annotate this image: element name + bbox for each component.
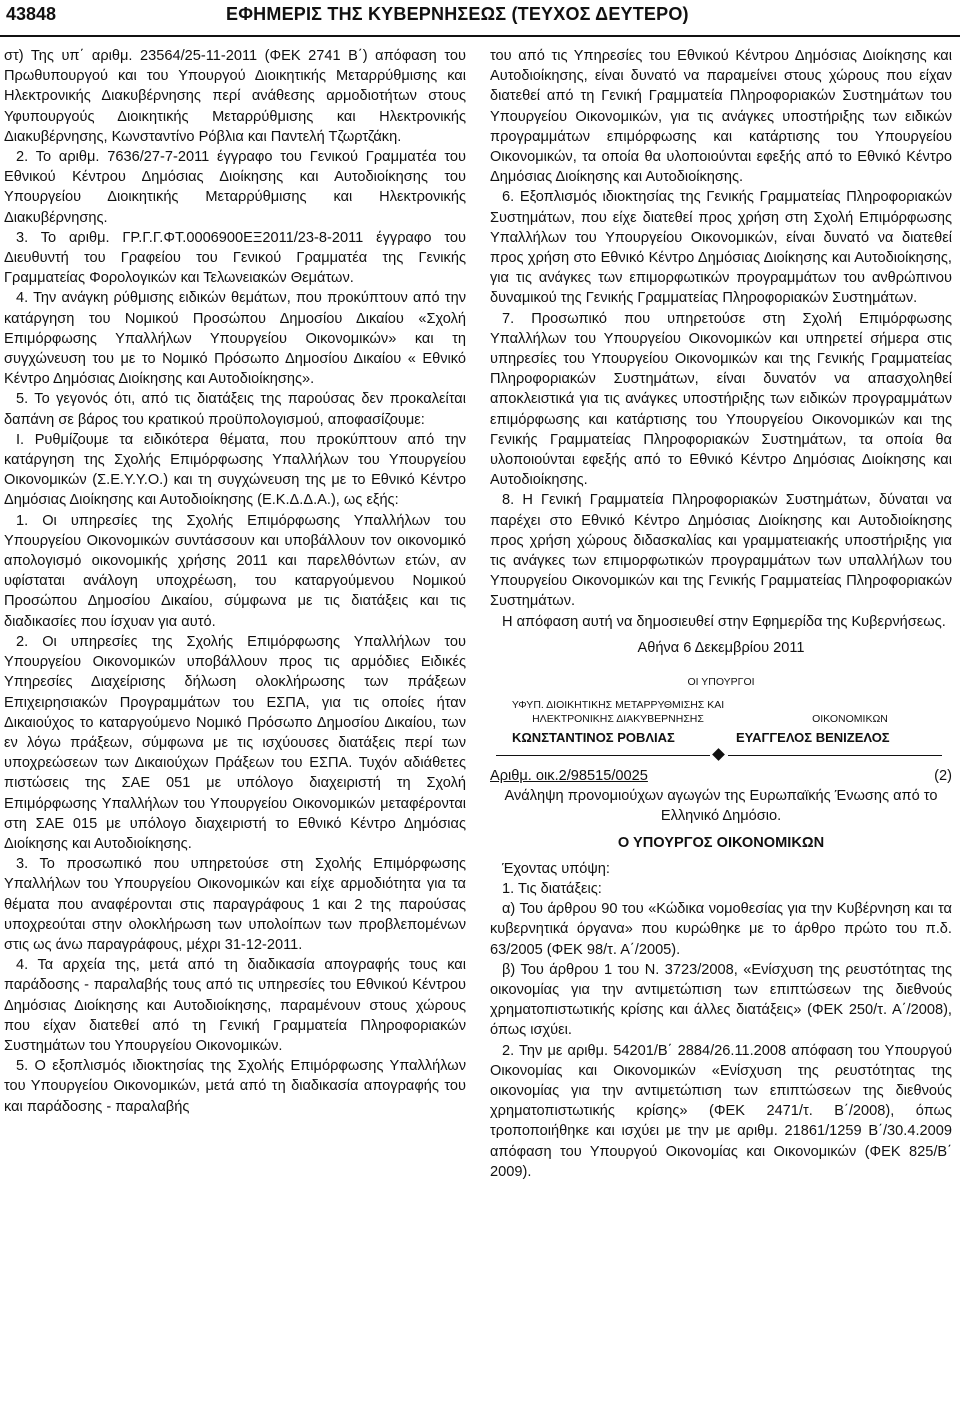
section-separator — [490, 746, 952, 766]
deputy-title-line-2: ΗΛΕΚΤΡΟΝΙΚΗΣ ΔΙΑΚΥΒΕΡΝΗΣΗΣ — [532, 712, 704, 725]
paragraph: 4. Την ανάγκη ρύθμισης ειδικών θεμάτων, που προκύπτουν από την κατάργηση του Νομικού Προσώπου Δημοσίου Δικαίου «Σχολή Επιμόρφωσης Υπαλλήλων Υπουργείου Οικονομικών» και τη συγχώνευση του με το Νομικό Πρόσωπο Δημοσίου Δικαίου « Εθνικό Κέντρο Δημόσιας Διοίκησης και Αυτοδιοίκησης». — [4, 290, 466, 388]
left-column — [4, 46, 466, 1117]
paragraph: Ι. Ρυθμίζουμε τα ειδικότερα θέματα, που προκύπτουν από την κατάργηση της Σχολής Επιμόρφωσης Υπαλλήλων του Υπουργείου Οικονομικών (Σ.Ε.Υ.Υ.Ο.) και τη συγχώνευση της με το Εθνικό Κέντρο Δημόσιας Διοίκησης και Αυτοδιοίκησης (Ε.Κ.Δ.Δ.Α.), ως εξής: — [4, 431, 466, 509]
decision-subject: Ανάληψη προνομιούχων αγωγών της Ευρωπαϊκής Ένωσης από το Ελληνικό Δημόσιο. — [504, 788, 938, 825]
paragraph: 3. Το αριθμ. ΓΡ.Γ.Γ.ΦΤ.0006900ΕΞ2011/23-8-2011 έγγραφο του Διευθυντή του Γραφείου του Γενικού Γραμματέα της Γενικής Γραμματείας Φορολογικών και Τελωνειακών Θεμάτων. — [4, 229, 466, 287]
header-rule — [0, 35, 960, 37]
issuing-minister: Ο ΥΠΟΥΡΓΟΣ ΟΙΚΟΝΟΜΙΚΩΝ — [617, 834, 825, 851]
paragraph: Η απόφαση αυτή να δημοσιευθεί στην Εφημερίδα της Κυβερνήσεως. — [502, 613, 946, 630]
paragraph: 2. Την με αριθμ. 54201/Β΄ 2884/26.11.2008 απόφαση του Υπουργού Οικονομίας και Οικονομικών «Ενίσχυση της ρευστότητας της οικονομίας για την αντιμετώπιση των επιπτώσεων της διεθνούς χρηματοπιστωτικής κρίσης» (ΦΕΚ 2471/τ. Β΄/2008), όπως τροποποιήθηκε και ισχύει με την με αριθμ. 21861/1259 Β΄/30.4.2009 απόφαση του Υπουργού Οικονομίας και Οικονομικών (ΦΕΚ 825/Β΄ 2009). — [490, 1042, 952, 1180]
deputy-title-line-1: ΥΦΥΠ. ΔΙΟΙΚΗΤΙΚΗΣ ΜΕΤΑΡΡΥΘΜΙΣΗΣ ΚΑΙ — [511, 698, 725, 711]
finance-minister-title: ΟΙΚΟΝΟΜΙΚΩΝ — [812, 712, 888, 725]
decision-index: (2) — [934, 767, 952, 784]
deputy-minister-title — [498, 698, 738, 726]
paragraph: 4. Τα αρχεία της, μετά από τη διαδικασία απογραφής τους και παράδοσης - παραλαβής τους από τις υπηρεσίες του Εθνικού Κέντρου Δημόσιας Διοίκησης και Αυτοδιοίκησης, παραμένουν στους χώρους που είχαν διατεθεί από τη Γενική Γραμματεία Πληροφοριακών Συστημάτων του Υπουργείου Οικονομικών. — [4, 957, 466, 1054]
paragraph: 1. Τις διατάξεις: — [502, 880, 602, 897]
paragraph: β) Του άρθρου 1 του Ν. 3723/2008, «Ενίσχυση της ρευστότητας της οικονομίας για την αντιμετώπιση των επιπτώσεων της διεθνούς χρηματοπιστωτικής κρίσης και άλλες διατάξεις» (ΦΕΚ 250/τ. Α΄/2008), όπως ισχύει. — [490, 961, 952, 1039]
paragraph: α) Του άρθρου 90 του «Κώδικα νομοθεσίας για την Κυβέρνηση και τα κυβερνητικά όργανα» που κυρώθηκε με το άρθρο πρώτο του π.δ. 63/2005 (ΦΕΚ 98/τ. Α΄/2005). — [490, 901, 952, 958]
paragraph: 8. Η Γενική Γραμματεία Πληροφοριακών Συστημάτων, δύναται να παρέχει στο Εθνικό Κέντρο Δημόσιας Διοίκησης και Αυτοδιοίκησης προς χρήση χώρους διδασκαλίας και γραμματειακής υποστήριξης για τις ανάγκες των επιμορφωτικών προγραμμάτων των υπαλλήλων του Υπουργείου Οικονομικών και της Γενικής Γραμματείας Πληροφοριακών Συστημάτων. — [490, 492, 952, 610]
paragraph: 2. Το αριθμ. 7636/27-7-2011 έγγραφο του Γενικού Γραμματέα του Εθνικού Κέντρου Δημόσιας Διοίκησης και Αυτοδιοίκησης του Υπουργείου Διοικητικής Μεταρρύθμισης και Ηλεκτρονικής Διακυβέρνησης. — [4, 149, 466, 226]
page-header — [0, 0, 960, 38]
separator-line-left — [496, 755, 710, 757]
paragraph: 6. Εξοπλισμός ιδιοκτησίας της Γενικής Γραμματείας Πληροφοριακών Συστημάτων, που είχε διατεθεί προς χρήση στη Σχολή Επιμόρφωσης Υπαλλήλων του Υπουργείου Οικονομικών, είναι δυνατό να διατεθεί προς χρήση στο Εθνικό Κέντρο Δημόσιας Διοίκησης και Αυτοδιοίκησης, για τις ανάγκες των επιμορφωτικών προγραμμάτων του ανθρώπινου δυναμικού της Γενικής Γραμματείας Πληροφοριακών Συστημάτων. — [490, 189, 952, 307]
paragraph: Έχοντας υπόψη: — [502, 860, 610, 877]
signatory-right: ΕΥΑΓΓΕΛΟΣ ΒΕΝΙΖΕΛΟΣ — [736, 729, 890, 745]
paragraph: 5. Το γεγονός ότι, από τις διατάξεις της παρούσας δεν προκαλείται δαπάνη σε βάρος του κρατικού προϋπολογισμού, αποφασίζουμε: — [4, 391, 466, 428]
page-number: 43848 — [6, 4, 57, 24]
right-column — [490, 46, 952, 1182]
ministers-label: ΟΙ ΥΠΟΥΡΓΟΙ — [687, 675, 755, 688]
separator-line-right — [728, 755, 942, 757]
signature-block — [490, 638, 952, 746]
diamond-icon — [712, 748, 725, 761]
paragraph: 7. Προσωπικό που υπηρετούσε στη Σχολή Επιμόρφωσης Υπαλλήλων του Υπουργείου Οικονομικών και υπηρετεί σήμερα στις υπηρεσίες του Υπουργείου Οικονομικών και της Γενικής Γραμματείας Πληροφοριακών Συστημάτων, είναι δυνατόν να απασχοληθεί αποκλειστικά για τις ανάγκες υποστήριξης των ειδικών προγραμμάτων επιμόρφωσης και κατάρτισης του Υπουργείου Οικονομικών και της Γενικής Γραμματείας Πληροφοριακών Συστημάτων, τα οποία θα υλοποιούνται εφεξής από το Εθνικό Κέντρο Δημόσιας Διοίκησης και Αυτοδιοίκησης. — [490, 310, 952, 489]
running-title: ΕΦΗΜΕΡΙΣ ΤΗΣ ΚΥΒΕΡΝΗΣΕΩΣ (ΤΕΥΧΟΣ ΔΕΥΤΕΡΟ) — [226, 4, 689, 24]
paragraph: 2. Οι υπηρεσίες της Σχολής Επιμόρφωσης Υπαλλήλων του Υπουργείου Οικονομικών υποβάλλουν προς τις αρμόδιες Ειδικές Υπηρεσίες Διαχείρισης δήλωση ολοκλήρωσης των πράξεων Επιχειρησιακών Προγραμμάτων του ΕΣΠΑ, για τις οποίες ήταν Δικαιούχος το καταργούμενο Νομικό Πρόσωπο Δημοσίου Δικαίου, των εν λόγω πράξεων, σύμφωνα με τις ισχύουσες διατάξεις περί των υποχρεώσεων των Δικαιούχων Πράξεων του ΕΣΠΑ. Τυχόν αδιάθετες πιστώσεις της ΣΑΕ 051 με υπόλογο διαχειριστή τη Σχολή Επιμόρφωσης Υπαλλήλων του Υπουργείου Οικονομικών μεταφέρονται στη ΣΑΕ 015 με υπόλογο διαχειριστή το Εθνικό Κέντρο Δημόσιας Διοίκησης και Αυτοδιοίκησης. — [4, 633, 466, 852]
paragraph: 3. Το προσωπικό που υπηρετούσε στη Σχολής Επιμόρφωσης Υπαλλήλων του Υπουργείου Οικονομικών και είχε αρμοδιότητα για τα θέματα που αναφέρονται στις παραγράφους 1 και 2 της παρούσας υποχρεούται στην ολοκλήρωση των υπολοίπων των προβλεπομένων στις ως άνω παραγράφους, μέχρι 31-12-2011. — [4, 856, 466, 953]
signatory-left: ΚΩΝΣΤΑΝΤΙΝΟΣ ΡΟΒΛΙΑΣ — [512, 729, 675, 745]
paragraph: 5. Ο εξοπλισμός ιδιοκτησίας της Σχολής Επιμόρφωσης Υπαλλήλων του Υπουργείου Οικονομικών, μετά από τη διαδικασία απογραφής του και παράδοσης - παραλαβής — [4, 1058, 466, 1115]
signature-date: Αθήνα 6 Δεκεμβρίου 2011 — [637, 639, 805, 656]
paragraph: στ) Της υπ΄ αριθμ. 23564/25-11-2011 (ΦΕΚ 2741 Β΄) απόφαση του Πρωθυπουργού και του Υπουργού Διοικητικής Μεταρρύθμισης και Ηλεκτρονικής Διακυβέρνησης περί ανάθεσης αρμοδιοτήτων στους Υφυπουργούς Διοικητικής Μεταρρύθμισης και Ηλεκτρονικής Διακυβέρνησης, Κωνσταντίνο Ρόβλια και Παντελή Τζωρτζάκη. — [4, 48, 466, 145]
decision-number: Αριθμ. οικ.2/98515/0025 — [490, 767, 648, 784]
decision-header — [490, 766, 952, 786]
paragraph: 1. Οι υπηρεσίες της Σχολής Επιμόρφωσης Υπαλλήλων του Υπουργείου Οικονομικών συντάσσουν και υποβάλλουν τον οικονομικό απολογισμό οικονομικής χρήσης 2011 και παρελθόντων ετών, αν υφίσταται ανάλογη υποχρέωση, του καταργούμενου Νομικού Προσώπου Δημοσίου Δικαίου, σύμφωνα με τις διατάξεις και τις διαδικασίες που ίσχυαν για αυτό. — [4, 512, 466, 630]
paragraph: του από τις Υπηρεσίες του Εθνικού Κέντρου Δημόσιας Διοίκησης και Αυτοδιοίκησης, είναι δυνατό να παραμείνει στους χώρους που είχαν διατεθεί από τη Γενική Γραμματεία Πληροφοριακών Συστημάτων του Υπουργείου Οικονομικών, για τις ανάγκες υποστήριξης των ειδικών προγραμμάτων επιμόρφωσης και κατάρτισης του Υπουργείου Οικονομικών, τα οποία θα υλοποιούνται εφεξής από το Εθνικό Κέντρο Δημόσιας Διοίκησης και Αυτοδιοίκησης. — [490, 48, 952, 186]
